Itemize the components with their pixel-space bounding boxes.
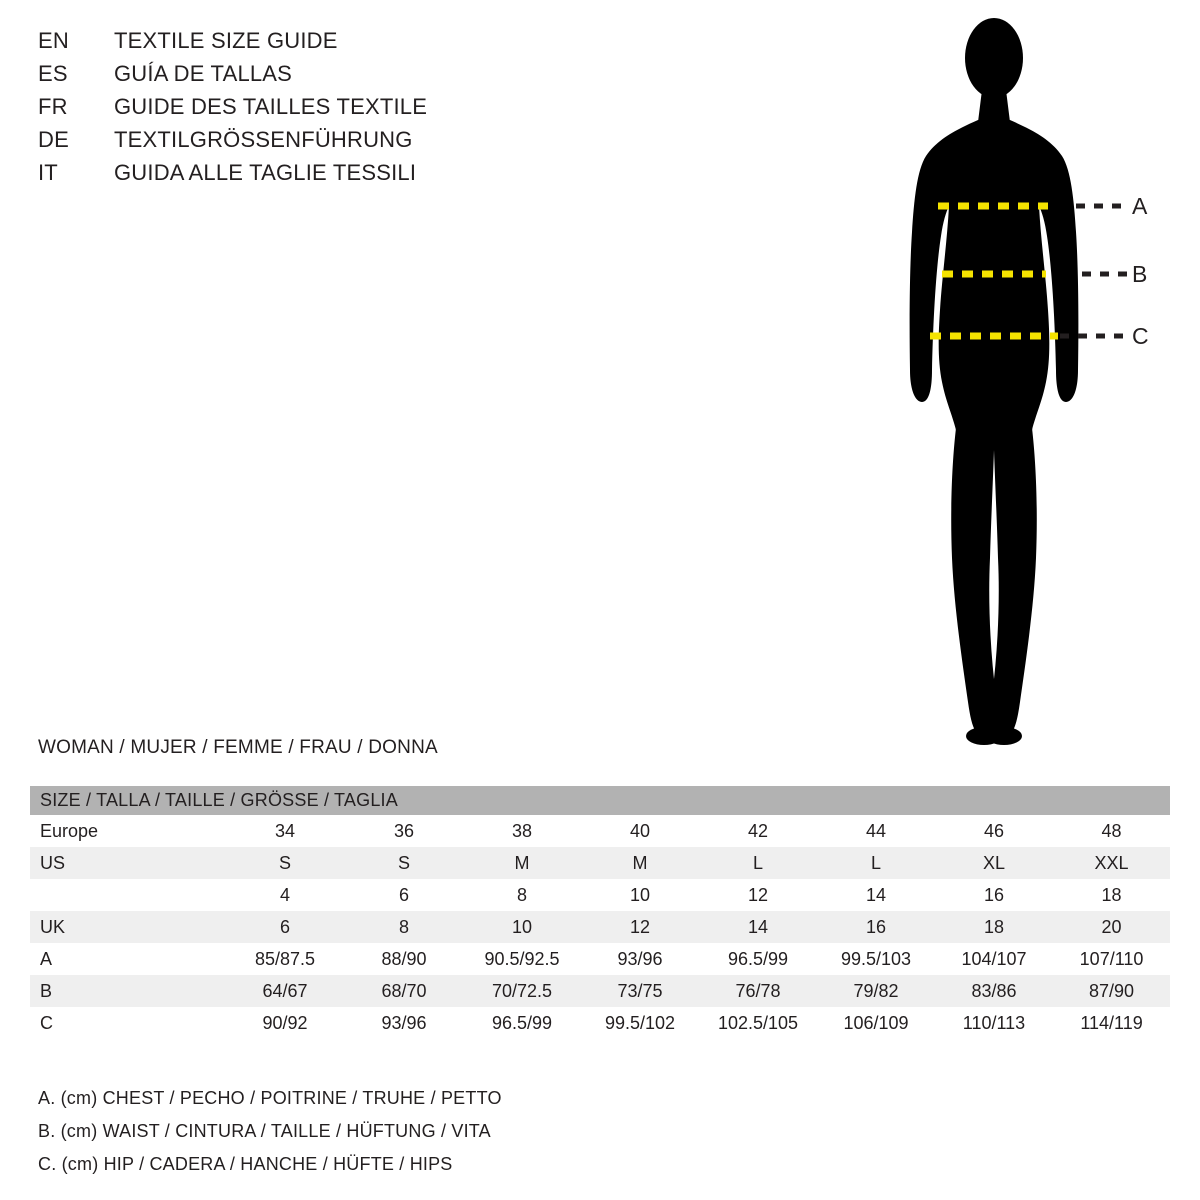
female-body-figure <box>860 10 1190 750</box>
row-label: B <box>30 975 225 1007</box>
title-language-code: DE <box>38 127 69 152</box>
table-cell: 110/113 <box>935 1007 1053 1039</box>
table-row <box>30 815 1170 847</box>
table-cell: 18 <box>935 911 1053 943</box>
table-cell: 16 <box>935 879 1053 911</box>
table-row <box>30 1007 1170 1039</box>
title-language-code: FR <box>38 94 68 119</box>
title-language-code: ES <box>38 61 68 86</box>
table-cell: 42 <box>699 815 817 847</box>
title-row <box>38 28 578 61</box>
table-cell: 10 <box>581 879 699 911</box>
table-row <box>30 911 1170 943</box>
table-cell: 10 <box>463 911 581 943</box>
table-cell: 64/67 <box>225 975 345 1007</box>
table-row <box>30 879 1170 911</box>
table-cell: 88/90 <box>345 943 463 975</box>
title-text: TEXTILE SIZE GUIDE <box>114 28 338 53</box>
table-header-row <box>30 786 1170 815</box>
table-cell: 93/96 <box>581 943 699 975</box>
table-cell: 36 <box>345 815 463 847</box>
table-cell: 6 <box>345 879 463 911</box>
row-label <box>30 879 225 911</box>
table-cell: L <box>699 847 817 879</box>
legend-line-c: C. (cm) HIP / CADERA / HANCHE / HÜFTE / HIPS <box>38 1154 453 1174</box>
table-row <box>30 943 1170 975</box>
table-cell: 87/90 <box>1053 975 1170 1007</box>
table-cell: 68/70 <box>345 975 463 1007</box>
table-row <box>30 975 1170 1007</box>
table-cell: S <box>345 847 463 879</box>
row-label: C <box>30 1007 225 1039</box>
title-row <box>38 127 578 160</box>
table-cell: 6 <box>225 911 345 943</box>
table-cell: 93/96 <box>345 1007 463 1039</box>
table-cell: 44 <box>817 815 935 847</box>
table-cell: 102.5/105 <box>699 1007 817 1039</box>
table-row <box>30 847 1170 879</box>
title-row <box>38 61 578 94</box>
section-caption: WOMAN / MUJER / FEMME / FRAU / DONNA <box>38 737 438 758</box>
title-text: GUIDA ALLE TAGLIE TESSILI <box>114 160 417 185</box>
table-cell: XL <box>935 847 1053 879</box>
table-cell: 96.5/99 <box>463 1007 581 1039</box>
table-cell: 104/107 <box>935 943 1053 975</box>
title-block <box>38 28 578 193</box>
table-cell: 70/72.5 <box>463 975 581 1007</box>
table-cell: 85/87.5 <box>225 943 345 975</box>
title-language-code: IT <box>38 160 58 185</box>
row-label: UK <box>30 911 225 943</box>
row-label: US <box>30 847 225 879</box>
table-header-label: SIZE / TALLA / TAILLE / GRÖSSE / TAGLIA <box>30 786 1170 815</box>
table-cell: 8 <box>463 879 581 911</box>
table-cell: 79/82 <box>817 975 935 1007</box>
female-silhouette-icon <box>860 10 1190 750</box>
marker-label-c: C <box>1132 323 1149 349</box>
title-language-code: EN <box>38 28 69 53</box>
table-cell: 107/110 <box>1053 943 1170 975</box>
table-cell: 40 <box>581 815 699 847</box>
legend <box>38 1088 838 1187</box>
table-cell: 76/78 <box>699 975 817 1007</box>
table-cell: 90.5/92.5 <box>463 943 581 975</box>
table-cell: 99.5/102 <box>581 1007 699 1039</box>
size-table <box>30 786 1170 1039</box>
title-row <box>38 94 578 127</box>
legend-line-b: B. (cm) WAIST / CINTURA / TAILLE / HÜFTUNG / VITA <box>38 1121 491 1141</box>
table-cell: 12 <box>699 879 817 911</box>
table-cell: M <box>581 847 699 879</box>
table-cell: M <box>463 847 581 879</box>
table-cell: 20 <box>1053 911 1170 943</box>
legend-line-a: A. (cm) CHEST / PECHO / POITRINE / TRUHE / PETTO <box>38 1088 502 1108</box>
table-cell: 12 <box>581 911 699 943</box>
table-cell: S <box>225 847 345 879</box>
table-cell: 99.5/103 <box>817 943 935 975</box>
table-cell: 14 <box>699 911 817 943</box>
table-cell: 18 <box>1053 879 1170 911</box>
table-cell: 8 <box>345 911 463 943</box>
title-row <box>38 160 578 193</box>
table-cell: 96.5/99 <box>699 943 817 975</box>
title-text: GUIDE DES TAILLES TEXTILE <box>114 94 428 119</box>
table-cell: 34 <box>225 815 345 847</box>
table-cell: 73/75 <box>581 975 699 1007</box>
table-cell: 4 <box>225 879 345 911</box>
marker-label-b: B <box>1132 261 1148 287</box>
table-cell: 90/92 <box>225 1007 345 1039</box>
table-cell: 106/109 <box>817 1007 935 1039</box>
marker-label-a: A <box>1132 193 1148 219</box>
table-cell: 48 <box>1053 815 1170 847</box>
row-label: Europe <box>30 815 225 847</box>
table-cell: L <box>817 847 935 879</box>
table-cell: XXL <box>1053 847 1170 879</box>
table-cell: 14 <box>817 879 935 911</box>
table-cell: 46 <box>935 815 1053 847</box>
table-cell: 38 <box>463 815 581 847</box>
title-text: GUÍA DE TALLAS <box>114 61 293 86</box>
table-cell: 114/119 <box>1053 1007 1170 1039</box>
table-cell: 16 <box>817 911 935 943</box>
table-cell: 83/86 <box>935 975 1053 1007</box>
row-label: A <box>30 943 225 975</box>
title-text: TEXTILGRÖSSENFÜHRUNG <box>114 127 413 152</box>
